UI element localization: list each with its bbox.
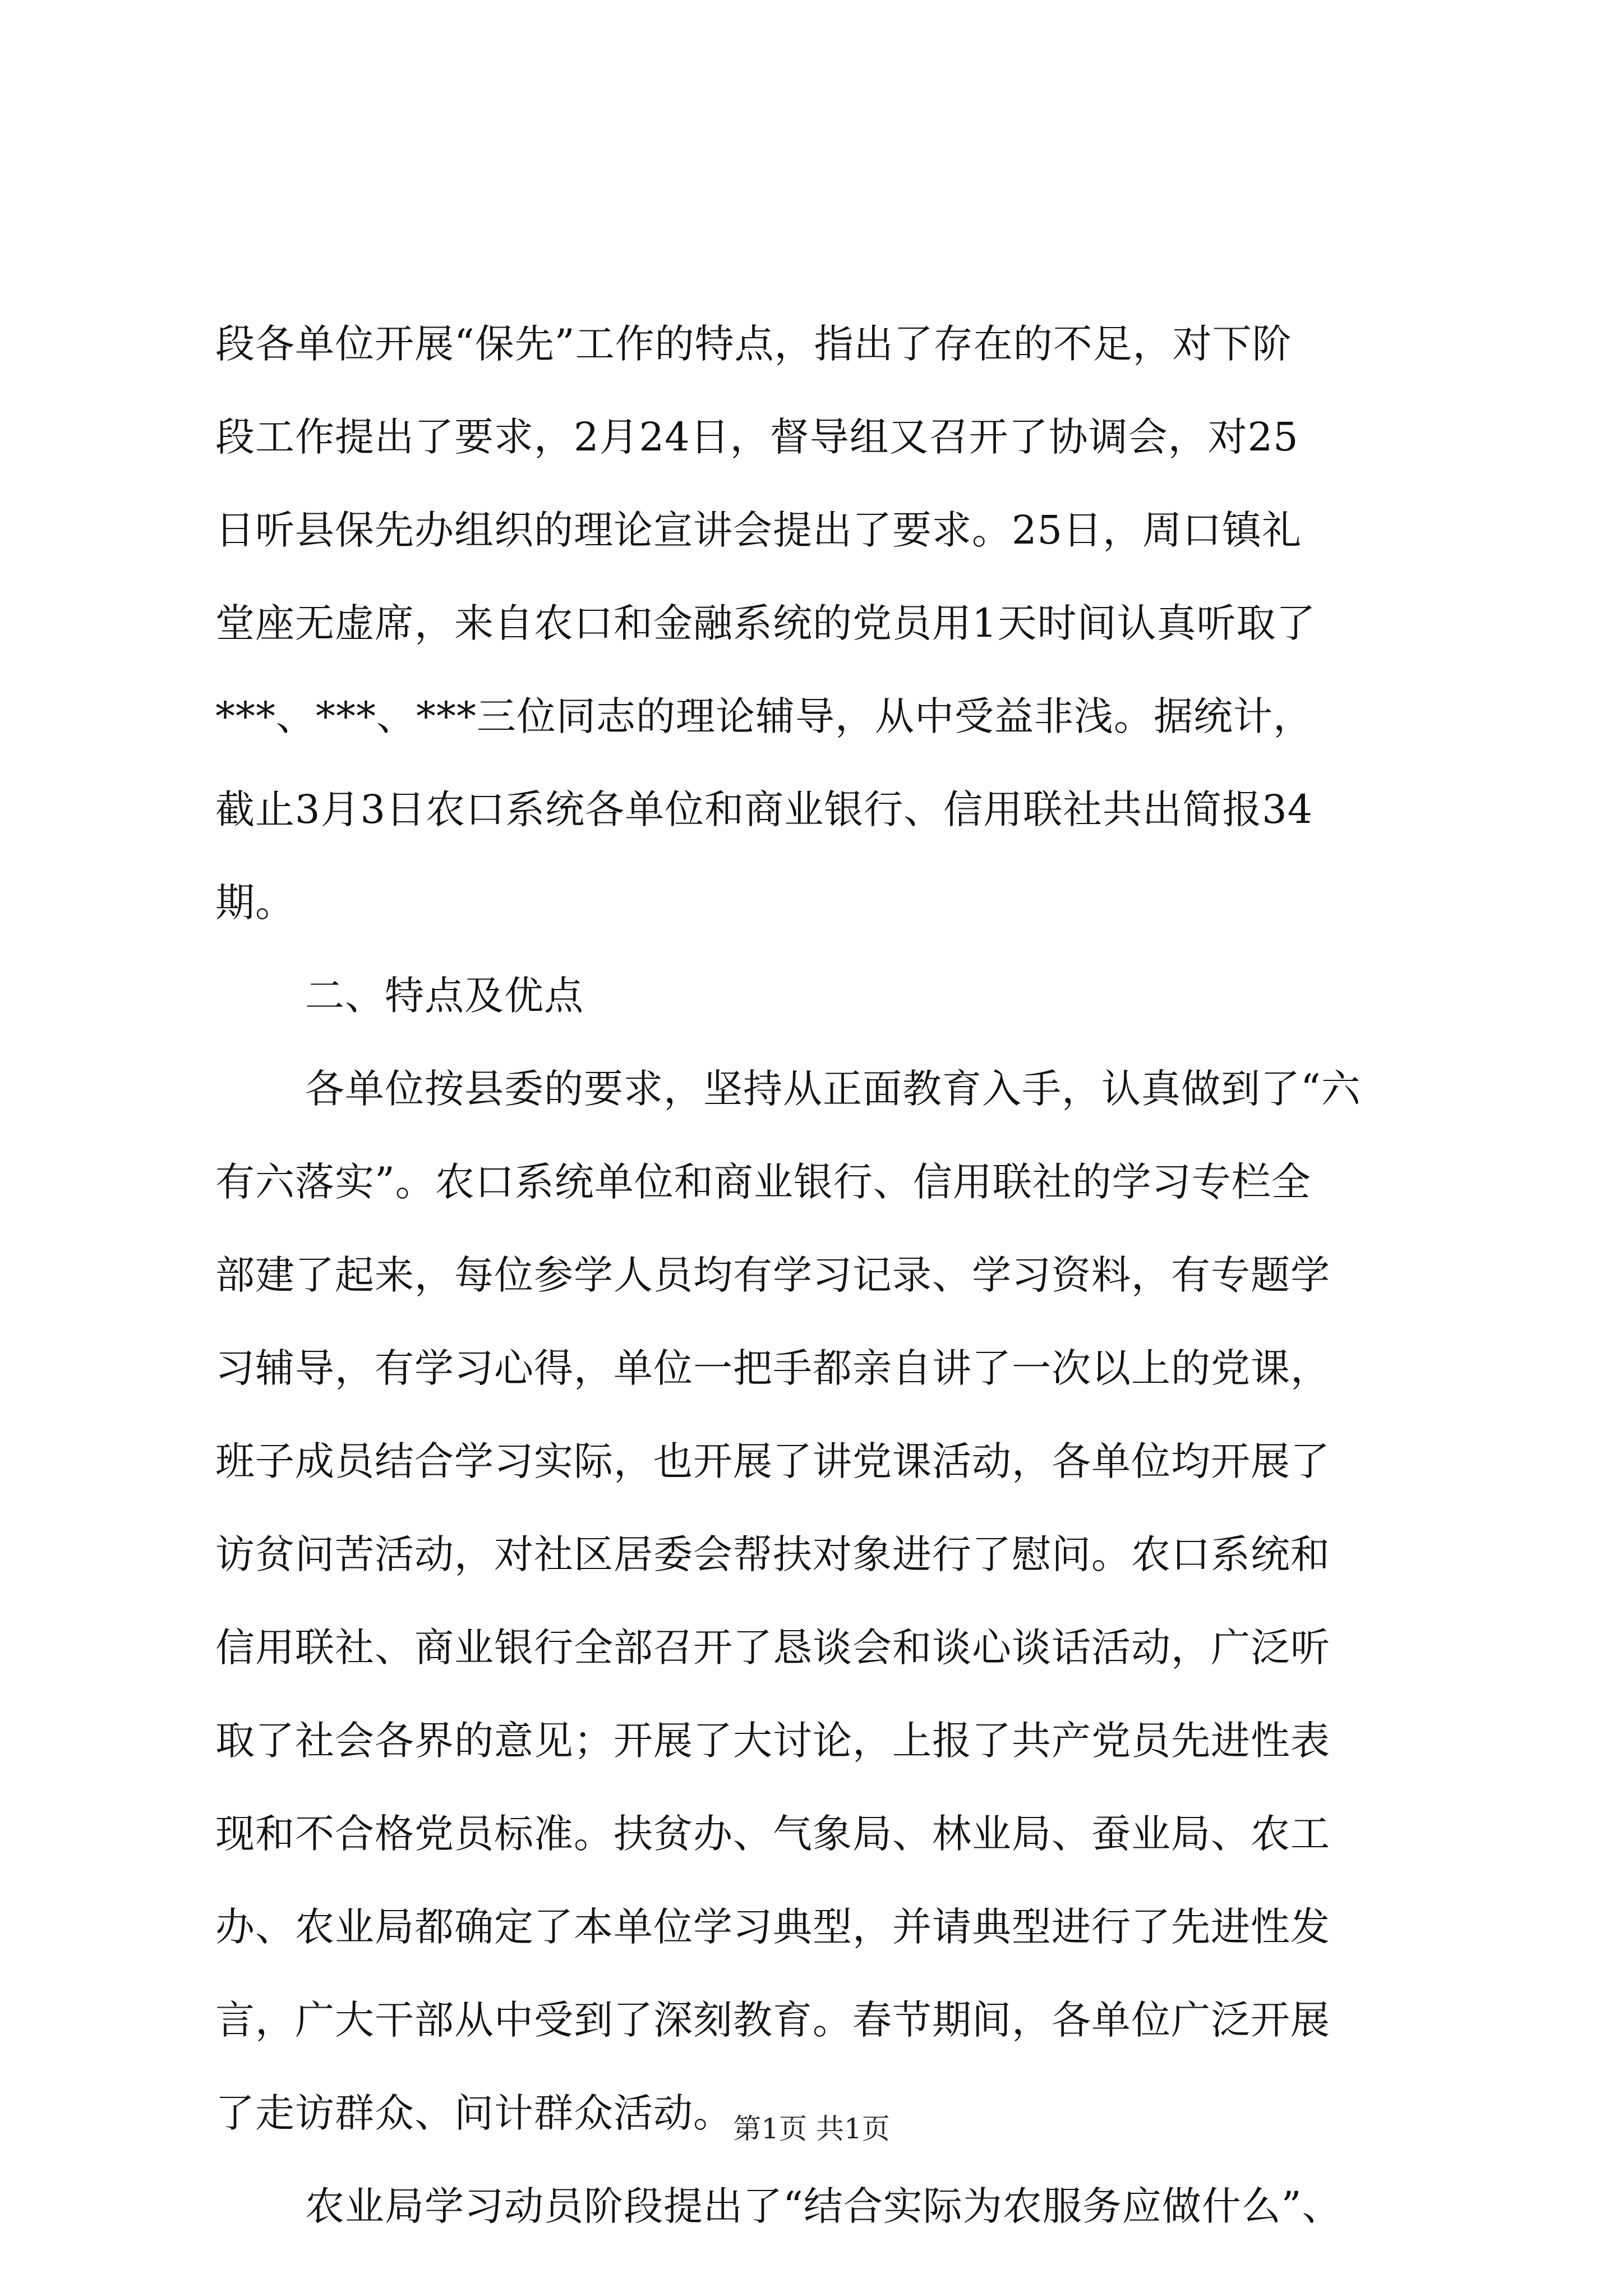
text-line: 部建了起来，每位参学人员均有学习记录、学习资料，有专题学 (215, 1252, 1330, 1298)
text-line: 段各单位开展“保先”工作的特点，指出了存在的不足，对下阶 (215, 321, 1292, 367)
text-line: 取了社会各界的意见；开展了大讨论，上报了共产党员先进性表 (215, 1718, 1330, 1764)
text-line: 现和不合格党员标准。扶贫办、气象局、林业局、蚕业局、农工 (215, 1811, 1330, 1857)
text-line: 信用联社、商业银行全部召开了恳谈会和谈心谈话活动，广泛听 (215, 1625, 1330, 1671)
text-line: 班子成员结合学习实际，也开展了讲党课活动，各单位均开展了 (215, 1438, 1330, 1484)
paragraph-start-line: 农业局学习动员阶段提出了“结合实际为农服务应做什么”、 (305, 2183, 1342, 2229)
text-line: 日听县保先办组织的理论宣讲会提出了要求。25日，周口镇礼 (215, 507, 1302, 553)
paragraph-start-line: 各单位按县委的要求，坚持从正面教育入手，认真做到了“六 (305, 1066, 1361, 1112)
text-line: 了走访群众、问计群众活动。 (215, 2090, 733, 2136)
text-line: 访贫问苦活动，对社区居委会帮扶对象进行了慰问。农口系统和 (215, 1531, 1330, 1577)
text-line: 期。 (215, 880, 295, 926)
text-line: 言，广大干部从中受到了深刻教育。春节期间，各单位广泛开展 (215, 1997, 1330, 2043)
text-line: 习辅导，有学习心得，单位一把手都亲自讲了一次以上的党课， (215, 1345, 1330, 1391)
text-line: 堂座无虚席，来自农口和金融系统的党员用1天时间认真听取了 (215, 600, 1316, 646)
page-footer: 第1页 共1页 (733, 2113, 890, 2145)
text-line: 截止3月3日农口系统各单位和商业银行、信用联社共出简报34 (215, 786, 1313, 832)
text-line: 有六落实”。农口系统单位和商业银行、信用联社的学习专栏全 (215, 1159, 1311, 1205)
text-line: 办、农业局都确定了本单位学习典型，并请典型进行了先进性发 (215, 1904, 1330, 1950)
section-heading: 二、特点及优点 (305, 973, 584, 1019)
document-body (215, 297, 1427, 2253)
text-line: 段工作提出了要求，2月24日，督导组又召开了协调会，对25 (215, 414, 1299, 460)
text-line: ***、***、***三位同志的理论辅导，从中受益非浅。据统计， (215, 693, 1313, 739)
